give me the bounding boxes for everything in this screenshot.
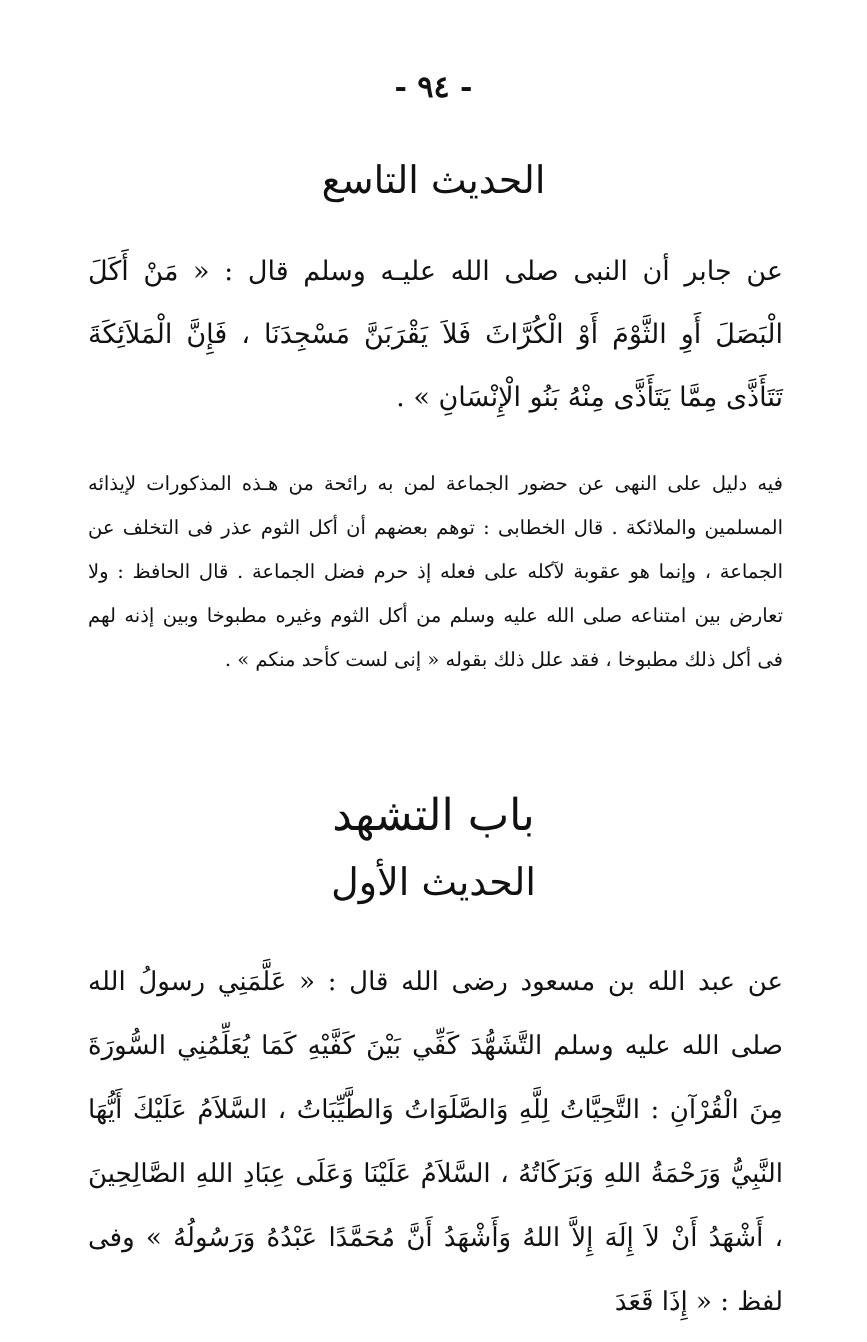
page-number: - ٩٤ - xyxy=(394,70,473,105)
hadith-text-2: عن عبد الله بن مسعود رضى الله قال : « عَلَّمَنِي رسولُ الله صلى الله عليه وسلم التَّشَهُّدَ كَفِّي بَيْنَ كَفَّيْهِ كَمَا يُعَلِّمُنِي السُّورَةَ مِنَ الْقُرْآنِ : التَّحِيَّاتُ لِلَّهِ وَالصَّلَوَاتُ وَالطَّيِّبَاتُ ، السَّلاَمُ عَلَيْكَ أَيُّهَا النَّبِيُّ وَرَحْمَةُ اللهِ وَبَرَكَاتُهُ ، السَّلاَمُ عَلَيْنَا وَعَلَى عِبَادِ اللهِ الصَّالِحِينَ ، أَشْهَدُ أَنْ لاَ إِلَهَ إِلاَّ اللهُ وَأَشْهَدُ أَنَّ مُحَمَّدًا عَبْدُهُ وَرَسُولُهُ » وفى لفظ : « إِذَا قَعَدَ xyxy=(88,967,783,1317)
chapter-title: باب التشهد xyxy=(332,790,535,841)
commentary-text: فيه دليل على النهى عن حضور الجماعة لمن به رائحة من هـذه المذكورات لإيذائه المسلمين والملائكة . قال الخطابى : توهم بعضهم أن أكل الثوم عذر فى التخلف عن الجماعة ، وإنما هو عقوبة لآكله على فعله إذ حرم فضل الجماعة . قال الحافظ : ولا تعارض بين امتناعه صلى الله عليه وسلم من أكل الثوم وغيره مطبوخا وبين إذنه لهم فى أكل ذلك مطبوخا ، فقد علل ذلك بقوله « إنى لست كأحد منكم » . xyxy=(88,472,783,671)
hadith-title-2: الحديث الأول xyxy=(331,860,536,904)
hadith-text: عن جابر أن النبى صلى الله عليـه وسلم قال : « مَنْ أَكَلَ الْبَصَلَ أَوِ الثَّوْمَ أَوْ الْكُرَّاثَ فَلاَ يَقْرَبَنَّ مَسْجِدَنَا ، فَإِنَّ الْمَلاَئِكَةَ تَتَأَذَّى مِمَّا يَتَأَذَّى مِنْهُ بَنُو الْإِنْسَانِ » . xyxy=(88,256,783,413)
hadith-title: الحديث التاسع xyxy=(321,158,546,202)
